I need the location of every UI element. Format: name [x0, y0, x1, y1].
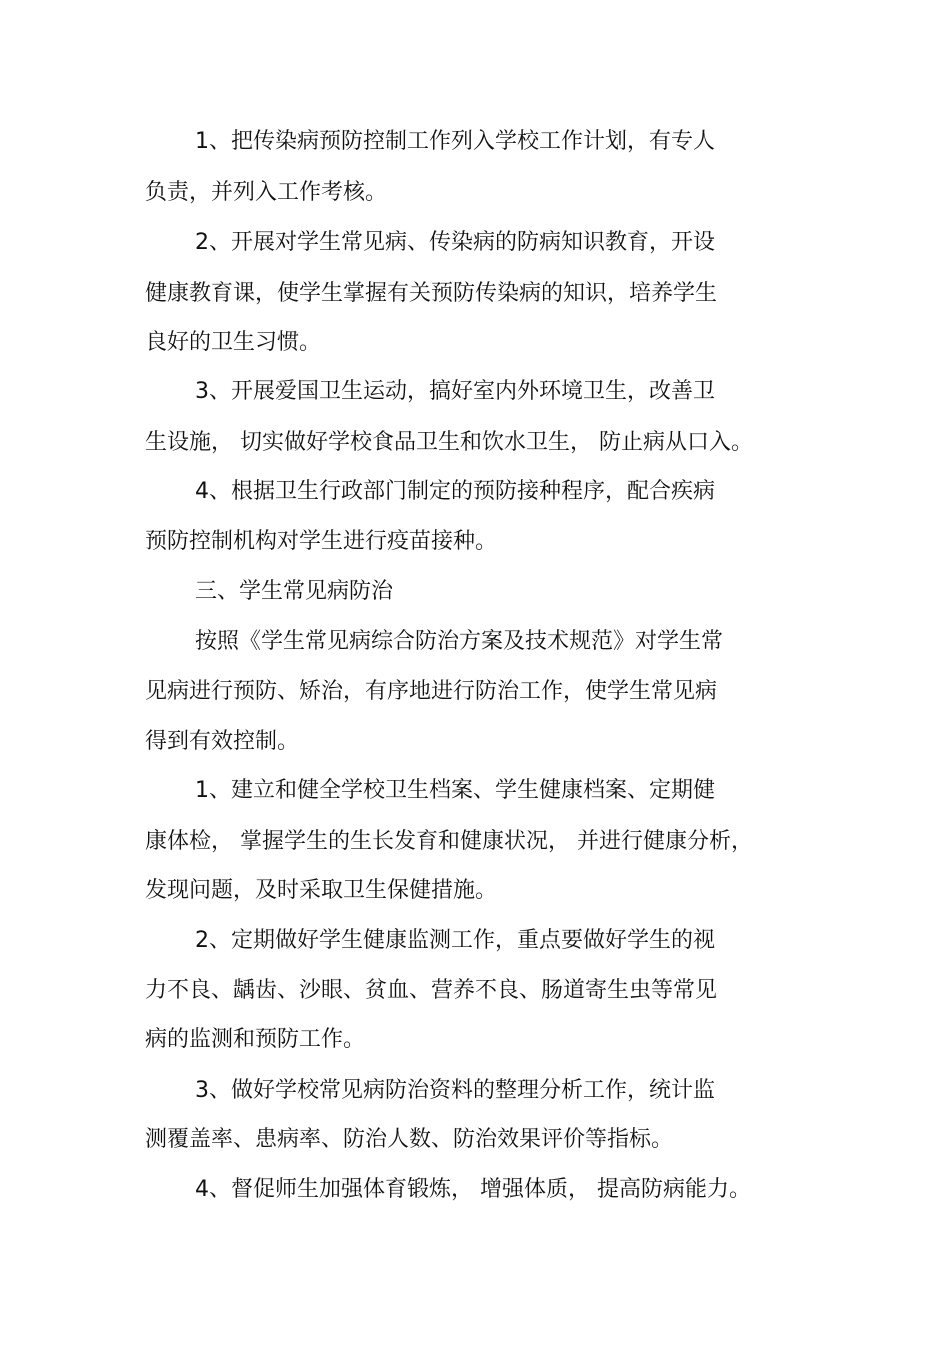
paragraph-line: 4、督促师生加强体育锻炼， 增强体质， 提高防病能力。	[195, 1177, 751, 1202]
paragraph-line: 病的监测和预防工作。	[145, 1027, 366, 1052]
paragraph-line: 按照《学生常见病综合防治方案及技术规范》对学生常	[195, 629, 724, 654]
paragraph-line: 康体检， 掌握学生的生长发育和健康状况， 并进行健康分析，	[145, 829, 753, 854]
paragraph-line: 负责，并列入工作考核。	[145, 180, 388, 205]
paragraph-line: 3、开展爱国卫生运动，搞好室内外环境卫生，改善卫	[195, 379, 715, 404]
paragraph-line: 见病进行预防、矫治，有序地进行防治工作，使学生常见病	[145, 679, 718, 704]
paragraph-line: 3、做好学校常见病防治资料的整理分析工作，统计监	[195, 1078, 715, 1103]
paragraph-line: 健康教育课，使学生掌握有关预防传染病的知识，培养学生	[145, 281, 718, 306]
paragraph-line: 测覆盖率、患病率、防治人数、防治效果评价等指标。	[145, 1127, 674, 1152]
paragraph-line: 2、开展对学生常见病、传染病的防病知识教育，开设	[195, 230, 715, 255]
paragraph-line: 生设施， 切实做好学校食品卫生和饮水卫生， 防止病从口入。	[145, 430, 753, 455]
paragraph-line: 2、定期做好学生健康监测工作，重点要做好学生的视	[195, 928, 715, 953]
paragraph-line: 1、建立和健全学校卫生档案、学生健康档案、定期健	[195, 778, 715, 803]
paragraph-line: 4、根据卫生行政部门制定的预防接种程序，配合疾病	[195, 479, 715, 504]
paragraph-line: 力不良、龋齿、沙眼、贫血、营养不良、肠道寄生虫等常见	[145, 978, 718, 1003]
paragraph-line: 发现问题，及时采取卫生保健措施。	[145, 878, 498, 903]
paragraph-line: 得到有效控制。	[145, 729, 300, 754]
paragraph-line: 1、把传染病预防控制工作列入学校工作计划，有专人	[195, 129, 715, 154]
paragraph-line: 良好的卫生习惯。	[145, 330, 322, 355]
paragraph-line: 预防控制机构对学生进行疫苗接种。	[145, 529, 498, 554]
section-heading: 三、学生常见病防治	[195, 579, 394, 604]
